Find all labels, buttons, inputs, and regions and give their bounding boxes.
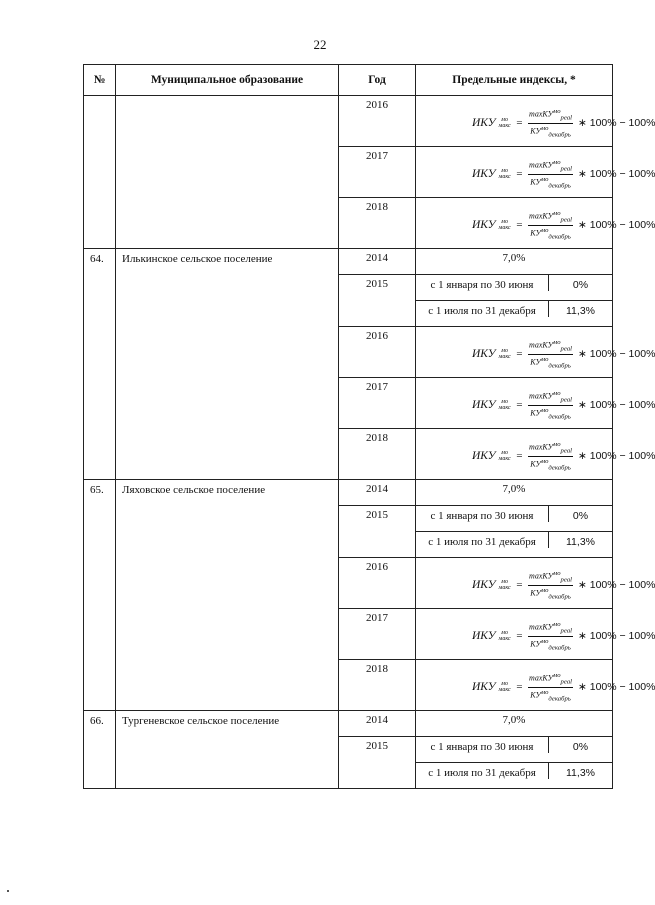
- year-cell: 2018: [339, 429, 416, 480]
- municipality-name: Ляховское сельское поселение: [116, 480, 339, 711]
- period-value: 11,3%: [566, 305, 595, 317]
- index-value: 7,0%: [502, 714, 526, 726]
- indices-table: [83, 64, 655, 789]
- index-cell: [416, 147, 655, 198]
- period-value: 0%: [572, 279, 589, 291]
- index-cell: [416, 327, 655, 378]
- period-value: 0%: [572, 510, 589, 522]
- index-cell: [416, 506, 613, 532]
- year-cell: 2015: [339, 506, 416, 558]
- header-row: [84, 65, 613, 96]
- year-cell: 2018: [339, 198, 416, 249]
- row-number: 65.: [84, 480, 116, 711]
- table-row: [84, 711, 613, 737]
- row-number: [84, 96, 116, 249]
- index-formula: ИКУ мо макс = $\frac{\max КУ^{мо}_{рeal}}{КУ^{мо}_{декабрь}}$ ∗ 100% − 100%: [472, 621, 655, 651]
- col-header-indices: Предельные индексы, *: [416, 65, 613, 96]
- period-label: с 1 июля по 31 декабря: [416, 301, 549, 317]
- year-cell: 2014: [339, 249, 416, 275]
- year-cell: 2017: [339, 609, 416, 660]
- index-value: 7,0%: [502, 483, 526, 495]
- index-cell: [416, 301, 613, 327]
- index-cell: [416, 429, 655, 480]
- municipality-name: Тургеневское сельское поселение: [116, 711, 339, 789]
- col-header-num: №: [84, 65, 116, 96]
- index-cell: [416, 711, 613, 737]
- year-cell: 2014: [339, 711, 416, 737]
- col-header-municipality: Муниципальное образование: [116, 65, 339, 96]
- col-header-year: Год: [339, 65, 416, 96]
- period-label: с 1 января по 30 июня: [416, 737, 549, 753]
- index-cell: [416, 275, 613, 301]
- year-cell: 2015: [339, 275, 416, 327]
- table-row: [84, 96, 613, 147]
- index-formula: ИКУ мо макс = $\frac{\max КУ^{мо}_{рeal}}{КУ^{мо}_{декабрь}}$ ∗ 100% − 100%: [472, 108, 655, 138]
- period-label: с 1 января по 30 июня: [416, 506, 549, 522]
- index-formula: ИКУ мо макс = $\frac{\max КУ^{мо}_{рeal}}{КУ^{мо}_{декабрь}}$ ∗ 100% − 100%: [472, 672, 655, 702]
- index-formula: ИКУ мо макс = $\frac{\max КУ^{мо}_{рeal}}{КУ^{мо}_{декабрь}}$ ∗ 100% − 100%: [472, 210, 655, 240]
- municipality-name: [116, 96, 339, 249]
- period-value: 11,3%: [566, 536, 595, 548]
- year-cell: 2016: [339, 558, 416, 609]
- index-cell: [416, 249, 613, 275]
- index-formula: ИКУ мо макс = $\frac{\max КУ^{мо}_{рeal}}{КУ^{мо}_{декабрь}}$ ∗ 100% − 100%: [472, 570, 655, 600]
- year-cell: 2017: [339, 378, 416, 429]
- index-formula: ИКУ мо макс = $\frac{\max КУ^{мо}_{рeal}}{КУ^{мо}_{декабрь}}$ ∗ 100% − 100%: [472, 159, 655, 189]
- period-label: с 1 июля по 31 декабря: [416, 532, 549, 548]
- index-value: 7,0%: [502, 252, 526, 264]
- period-value: 0%: [572, 741, 589, 753]
- year-cell: 2016: [339, 327, 416, 378]
- margin-mark: [7, 890, 9, 892]
- year-cell: 2018: [339, 660, 416, 711]
- index-formula: ИКУ мо макс = $\frac{\max КУ^{мо}_{рeal}}{КУ^{мо}_{декабрь}}$ ∗ 100% − 100%: [472, 339, 655, 369]
- page-number: 22: [313, 37, 327, 52]
- period-label: с 1 июля по 31 декабря: [416, 763, 549, 779]
- index-cell: [416, 96, 655, 147]
- index-formula: ИКУ мо макс = $\frac{\max КУ^{мо}_{рeal}}{КУ^{мо}_{декабрь}}$ ∗ 100% − 100%: [472, 441, 655, 471]
- index-cell: [416, 609, 655, 660]
- index-cell: [416, 737, 613, 763]
- index-cell: [416, 558, 655, 609]
- row-number: 64.: [84, 249, 116, 480]
- table-row: [84, 480, 613, 506]
- row-number: 66.: [84, 711, 116, 789]
- municipality-name: Илькинское сельское поселение: [116, 249, 339, 480]
- index-cell: [416, 480, 613, 506]
- period-label: с 1 января по 30 июня: [416, 275, 549, 291]
- year-cell: 2017: [339, 147, 416, 198]
- index-cell: [416, 198, 655, 249]
- index-cell: [416, 532, 613, 558]
- table-row: [84, 249, 613, 275]
- table-body: [84, 96, 655, 789]
- index-formula: ИКУ мо макс = $\frac{\max КУ^{мо}_{рeal}}{КУ^{мо}_{декабрь}}$ ∗ 100% − 100%: [472, 390, 655, 420]
- index-cell: [416, 378, 655, 429]
- year-cell: 2015: [339, 737, 416, 789]
- year-cell: 2014: [339, 480, 416, 506]
- index-cell: [416, 660, 655, 711]
- index-cell: [416, 763, 613, 789]
- period-value: 11,3%: [566, 767, 595, 779]
- year-cell: 2016: [339, 96, 416, 147]
